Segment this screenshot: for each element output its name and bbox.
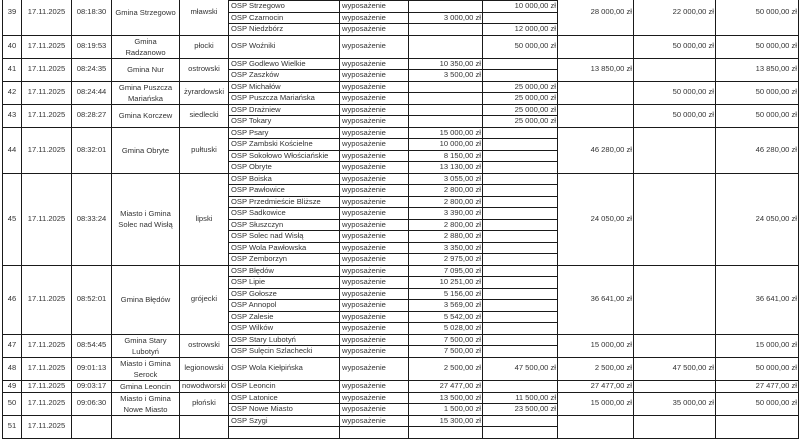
date-cell[interactable]: 17.11.2025: [22, 265, 72, 334]
dotacja-amount-cell[interactable]: [483, 70, 558, 82]
gmina-cell[interactable]: Gmina Radzanowo: [112, 35, 180, 58]
osp-cell[interactable]: OSP Zalesie: [229, 311, 340, 323]
osp-cell[interactable]: OSP Szygi: [229, 415, 340, 427]
gmina-cell[interactable]: Gmina Stary Lubotyń: [112, 334, 180, 357]
sum-dotacja-cell[interactable]: [634, 265, 716, 334]
lp-cell[interactable]: 48: [3, 357, 22, 380]
own-amount-cell[interactable]: 2 800,00 zł: [409, 219, 483, 231]
dotacja-amount-cell[interactable]: [483, 185, 558, 197]
osp-cell[interactable]: OSP Przedmieście Bliższe: [229, 196, 340, 208]
sum-own-cell[interactable]: 2 500,00 zł: [558, 357, 634, 380]
own-amount-cell[interactable]: 5 028,00 zł: [409, 323, 483, 335]
type-cell[interactable]: wyposażenie: [340, 150, 409, 162]
sum-own-cell[interactable]: 13 850,00 zł: [558, 58, 634, 81]
dotacja-amount-cell[interactable]: [483, 265, 558, 277]
powiat-cell[interactable]: legionowski: [180, 357, 229, 380]
total-cell[interactable]: 27 477,00 zł: [716, 380, 799, 392]
dotacja-amount-cell[interactable]: 25 000,00 zł: [483, 81, 558, 93]
sum-dotacja-cell[interactable]: [634, 127, 716, 173]
sum-dotacja-cell[interactable]: [634, 380, 716, 392]
total-cell[interactable]: 50 000,00 zł: [716, 81, 799, 104]
gmina-cell[interactable]: Gmina Strzegowo: [112, 0, 180, 35]
dotacja-amount-cell[interactable]: [483, 346, 558, 358]
date-cell[interactable]: 17.11.2025: [22, 81, 72, 104]
osp-cell[interactable]: OSP Boiska: [229, 173, 340, 185]
powiat-cell[interactable]: grójecki: [180, 265, 229, 334]
dotacja-amount-cell[interactable]: [483, 380, 558, 392]
sum-own-cell[interactable]: 15 000,00 zł: [558, 334, 634, 357]
dotacja-amount-cell[interactable]: [483, 127, 558, 139]
osp-cell[interactable]: OSP Solec nad Wisłą: [229, 231, 340, 243]
type-cell[interactable]: wyposażenie: [340, 334, 409, 346]
own-amount-cell[interactable]: 15 000,00 zł: [409, 127, 483, 139]
type-cell[interactable]: wyposażenie: [340, 254, 409, 266]
lp-cell[interactable]: 49: [3, 380, 22, 392]
osp-cell[interactable]: OSP Michałów: [229, 81, 340, 93]
lp-cell[interactable]: 51: [3, 415, 22, 438]
dotacja-amount-cell[interactable]: 23 500,00 zł: [483, 404, 558, 416]
date-cell[interactable]: 17.11.2025: [22, 173, 72, 265]
sum-own-cell[interactable]: 36 641,00 zł: [558, 265, 634, 334]
date-cell[interactable]: 17.11.2025: [22, 58, 72, 81]
powiat-cell[interactable]: mławski: [180, 0, 229, 35]
dotacja-amount-cell[interactable]: [483, 231, 558, 243]
type-cell[interactable]: wyposażenie: [340, 357, 409, 380]
type-cell[interactable]: wyposażenie: [340, 323, 409, 335]
gmina-cell[interactable]: Gmina Nur: [112, 58, 180, 81]
own-amount-cell[interactable]: [409, 427, 483, 439]
osp-cell[interactable]: OSP Nowe Miasto: [229, 404, 340, 416]
total-cell[interactable]: 50 000,00 zł: [716, 104, 799, 127]
table-row: [3, 104, 799, 116]
table-row: [3, 81, 799, 93]
own-amount-cell[interactable]: [409, 81, 483, 93]
osp-cell[interactable]: OSP Błędów: [229, 265, 340, 277]
type-cell[interactable]: wyposażenie: [340, 277, 409, 289]
table-row: [3, 127, 799, 139]
lp-cell[interactable]: 45: [3, 173, 22, 265]
sum-dotacja-cell[interactable]: 22 000,00 zł: [634, 0, 716, 35]
type-cell[interactable]: wyposażenie: [340, 196, 409, 208]
sum-own-cell[interactable]: 24 050,00 zł: [558, 173, 634, 265]
own-amount-cell[interactable]: 3 350,00 zł: [409, 242, 483, 254]
type-cell[interactable]: wyposażenie: [340, 185, 409, 197]
dotacja-amount-cell[interactable]: [483, 415, 558, 427]
own-amount-cell[interactable]: 7 500,00 zł: [409, 346, 483, 358]
type-cell[interactable]: wyposażenie: [340, 311, 409, 323]
gmina-cell[interactable]: Gmina Leoncin: [112, 380, 180, 392]
type-cell[interactable]: wyposażenie: [340, 208, 409, 220]
own-amount-cell[interactable]: [409, 104, 483, 116]
sum-dotacja-cell[interactable]: 50 000,00 zł: [634, 35, 716, 58]
osp-cell[interactable]: OSP Gołosze: [229, 288, 340, 300]
type-cell[interactable]: wyposażenie: [340, 265, 409, 277]
lp-cell[interactable]: 42: [3, 81, 22, 104]
dotacja-amount-cell[interactable]: 25 000,00 zł: [483, 104, 558, 116]
own-amount-cell[interactable]: 15 300,00 zł: [409, 415, 483, 427]
own-amount-cell[interactable]: 3 390,00 zł: [409, 208, 483, 220]
type-cell[interactable]: wyposażenie: [340, 139, 409, 151]
time-cell[interactable]: 08:18:30: [72, 0, 112, 35]
type-cell[interactable]: wyposażenie: [340, 415, 409, 427]
lp-cell[interactable]: 41: [3, 58, 22, 81]
osp-cell[interactable]: OSP Zambski Kościelne: [229, 139, 340, 151]
type-cell[interactable]: wyposażenie: [340, 231, 409, 243]
sum-dotacja-cell[interactable]: [634, 415, 716, 438]
type-cell[interactable]: wyposażenie: [340, 392, 409, 404]
own-amount-cell[interactable]: 3 000,00 zł: [409, 12, 483, 24]
osp-cell[interactable]: OSP Psary: [229, 127, 340, 139]
dotacja-amount-cell[interactable]: 11 500,00 zł: [483, 392, 558, 404]
own-amount-cell[interactable]: 10 350,00 zł: [409, 58, 483, 70]
dotacja-amount-cell[interactable]: [483, 150, 558, 162]
osp-cell[interactable]: OSP Lipie: [229, 277, 340, 289]
dotacja-amount-cell[interactable]: [483, 173, 558, 185]
time-cell[interactable]: 09:06:30: [72, 392, 112, 415]
date-cell[interactable]: 17.11.2025: [22, 104, 72, 127]
osp-cell[interactable]: OSP Wola Kiełpińska: [229, 357, 340, 380]
total-cell[interactable]: [716, 415, 799, 438]
total-cell[interactable]: 50 000,00 zł: [716, 0, 799, 35]
dotacja-amount-cell[interactable]: 50 000,00 zł: [483, 35, 558, 58]
lp-cell[interactable]: 47: [3, 334, 22, 357]
time-cell[interactable]: 08:32:01: [72, 127, 112, 173]
dotacja-amount-cell[interactable]: [483, 139, 558, 151]
own-amount-cell[interactable]: 10 000,00 zł: [409, 139, 483, 151]
lp-cell[interactable]: 40: [3, 35, 22, 58]
own-amount-cell[interactable]: 13 130,00 zł: [409, 162, 483, 174]
own-amount-cell[interactable]: 2 975,00 zł: [409, 254, 483, 266]
dotacja-amount-cell[interactable]: [483, 242, 558, 254]
time-cell[interactable]: 08:54:45: [72, 334, 112, 357]
type-cell[interactable]: wyposażenie: [340, 58, 409, 70]
time-cell[interactable]: 08:33:24: [72, 173, 112, 265]
own-amount-cell[interactable]: 5 542,00 zł: [409, 311, 483, 323]
dotacja-amount-cell[interactable]: [483, 277, 558, 289]
type-cell[interactable]: wyposażenie: [340, 173, 409, 185]
gmina-cell[interactable]: Gmina Korczew: [112, 104, 180, 127]
sum-dotacja-cell[interactable]: 35 000,00 zł: [634, 392, 716, 415]
type-cell[interactable]: wyposażenie: [340, 162, 409, 174]
time-cell[interactable]: 08:52:01: [72, 265, 112, 334]
date-cell[interactable]: 17.11.2025: [22, 357, 72, 380]
date-cell[interactable]: 17.11.2025: [22, 415, 72, 438]
sum-dotacja-cell[interactable]: 50 000,00 zł: [634, 81, 716, 104]
date-cell[interactable]: 17.11.2025: [22, 380, 72, 392]
dotacja-amount-cell[interactable]: 25 000,00 zł: [483, 93, 558, 105]
own-amount-cell[interactable]: 2 500,00 zł: [409, 357, 483, 380]
total-cell[interactable]: 50 000,00 zł: [716, 357, 799, 380]
own-amount-cell[interactable]: 3 500,00 zł: [409, 70, 483, 82]
gmina-cell[interactable]: Miasto i Gmina Nowe Miasto: [112, 392, 180, 415]
type-cell[interactable]: wyposażenie: [340, 242, 409, 254]
dotacja-amount-cell[interactable]: 25 000,00 zł: [483, 116, 558, 128]
osp-cell[interactable]: OSP Leoncin: [229, 380, 340, 392]
osp-cell[interactable]: OSP Puszcza Mariańska: [229, 93, 340, 105]
total-cell[interactable]: 50 000,00 zł: [716, 35, 799, 58]
own-amount-cell[interactable]: 7 095,00 zł: [409, 265, 483, 277]
powiat-cell[interactable]: żyrardowski: [180, 81, 229, 104]
gmina-cell[interactable]: Gmina Puszcza Mariańska: [112, 81, 180, 104]
osp-cell[interactable]: OSP Czarnocin: [229, 12, 340, 24]
sum-own-cell[interactable]: [558, 104, 634, 127]
osp-cell[interactable]: OSP Wola Pawłowska: [229, 242, 340, 254]
date-cell[interactable]: 17.11.2025: [22, 127, 72, 173]
time-cell[interactable]: [72, 415, 112, 438]
sum-own-cell[interactable]: 27 477,00 zł: [558, 380, 634, 392]
dotacja-amount-cell[interactable]: 10 000,00 zł: [483, 1, 558, 13]
gmina-cell[interactable]: [112, 415, 180, 438]
own-amount-cell[interactable]: 2 800,00 zł: [409, 196, 483, 208]
table-row: [3, 392, 799, 404]
osp-cell[interactable]: OSP Drażniew: [229, 104, 340, 116]
date-cell[interactable]: 17.11.2025: [22, 35, 72, 58]
table-row: [3, 334, 799, 346]
own-amount-cell[interactable]: 2 880,00 zł: [409, 231, 483, 243]
type-cell[interactable]: [340, 427, 409, 439]
dotacja-amount-cell[interactable]: [483, 254, 558, 266]
powiat-cell[interactable]: [180, 415, 229, 438]
lp-cell[interactable]: 50: [3, 392, 22, 415]
dotacja-amount-cell[interactable]: [483, 162, 558, 174]
osp-cell[interactable]: OSP Słuszczyn: [229, 219, 340, 231]
time-cell[interactable]: 08:28:27: [72, 104, 112, 127]
total-cell[interactable]: 46 280,00 zł: [716, 127, 799, 173]
own-amount-cell[interactable]: [409, 1, 483, 13]
table-row: [3, 415, 799, 427]
sum-own-cell[interactable]: 46 280,00 zł: [558, 127, 634, 173]
dotacja-amount-cell[interactable]: [483, 12, 558, 24]
type-cell[interactable]: wyposażenie: [340, 70, 409, 82]
sum-dotacja-cell[interactable]: [634, 334, 716, 357]
osp-cell[interactable]: OSP Sadkowice: [229, 208, 340, 220]
lp-cell[interactable]: 44: [3, 127, 22, 173]
type-cell[interactable]: wyposażenie: [340, 35, 409, 58]
dotacja-amount-cell[interactable]: [483, 58, 558, 70]
powiat-cell[interactable]: płocki: [180, 35, 229, 58]
osp-cell[interactable]: OSP Godlewo Wielkie: [229, 58, 340, 70]
type-cell[interactable]: wyposażenie: [340, 380, 409, 392]
total-cell[interactable]: 50 000,00 zł: [716, 392, 799, 415]
own-amount-cell[interactable]: 10 251,00 zł: [409, 277, 483, 289]
time-cell[interactable]: 08:24:35: [72, 58, 112, 81]
own-amount-cell[interactable]: 3 055,00 zł: [409, 173, 483, 185]
dotacja-amount-cell[interactable]: [483, 323, 558, 335]
osp-cell[interactable]: OSP Zaszków: [229, 70, 340, 82]
osp-cell[interactable]: OSP Niedzbórz: [229, 24, 340, 36]
osp-cell[interactable]: OSP Stary Lubotyń: [229, 334, 340, 346]
sum-own-cell[interactable]: 15 000,00 zł: [558, 392, 634, 415]
table-body: [3, 0, 799, 438]
total-cell[interactable]: 13 850,00 zł: [716, 58, 799, 81]
table-row: [3, 265, 799, 277]
date-cell[interactable]: 17.11.2025: [22, 0, 72, 35]
type-cell[interactable]: wyposażenie: [340, 404, 409, 416]
dotacja-amount-cell[interactable]: [483, 208, 558, 220]
type-cell[interactable]: wyposażenie: [340, 116, 409, 128]
time-cell[interactable]: 09:03:17: [72, 380, 112, 392]
type-cell[interactable]: wyposażenie: [340, 24, 409, 36]
osp-cell[interactable]: OSP Obryte: [229, 162, 340, 174]
own-amount-cell[interactable]: 13 500,00 zł: [409, 392, 483, 404]
gmina-cell[interactable]: Gmina Obryte: [112, 127, 180, 173]
type-cell[interactable]: wyposażenie: [340, 300, 409, 312]
total-cell[interactable]: 24 050,00 zł: [716, 173, 799, 265]
powiat-cell[interactable]: siedlecki: [180, 104, 229, 127]
osp-cell[interactable]: OSP Zemborzyn: [229, 254, 340, 266]
own-amount-cell[interactable]: [409, 24, 483, 36]
powiat-cell[interactable]: płoński: [180, 392, 229, 415]
sum-dotacja-cell[interactable]: 47 500,00 zł: [634, 357, 716, 380]
powiat-cell[interactable]: nowodworski: [180, 380, 229, 392]
own-amount-cell[interactable]: [409, 35, 483, 58]
time-cell[interactable]: 08:24:44: [72, 81, 112, 104]
osp-cell[interactable]: OSP Latonice: [229, 392, 340, 404]
dotacja-amount-cell[interactable]: 47 500,00 zł: [483, 357, 558, 380]
powiat-cell[interactable]: lipski: [180, 173, 229, 265]
own-amount-cell[interactable]: 1 500,00 zł: [409, 404, 483, 416]
gmina-cell[interactable]: Gmina Błędów: [112, 265, 180, 334]
table-row: [3, 58, 799, 70]
osp-cell[interactable]: OSP Sulęcin Szlachecki: [229, 346, 340, 358]
sum-own-cell[interactable]: [558, 81, 634, 104]
osp-cell[interactable]: OSP Sokołowo Włościańskie: [229, 150, 340, 162]
type-cell[interactable]: wyposażenie: [340, 81, 409, 93]
dotacja-amount-cell[interactable]: [483, 311, 558, 323]
type-cell[interactable]: wyposażenie: [340, 127, 409, 139]
dotacja-amount-cell[interactable]: 12 000,00 zł: [483, 24, 558, 36]
osp-cell[interactable]: OSP Woźniki: [229, 35, 340, 58]
own-amount-cell[interactable]: 2 800,00 zł: [409, 185, 483, 197]
own-amount-cell[interactable]: 8 150,00 zł: [409, 150, 483, 162]
date-cell[interactable]: 17.11.2025: [22, 334, 72, 357]
own-amount-cell[interactable]: 7 500,00 zł: [409, 334, 483, 346]
type-cell[interactable]: wyposażenie: [340, 219, 409, 231]
osp-cell[interactable]: OSP Wilków: [229, 323, 340, 335]
sum-own-cell[interactable]: 28 000,00 zł: [558, 0, 634, 35]
osp-cell[interactable]: OSP Pawłowice: [229, 185, 340, 197]
powiat-cell[interactable]: ostrowski: [180, 334, 229, 357]
date-cell[interactable]: 17.11.2025: [22, 392, 72, 415]
sum-own-cell[interactable]: [558, 35, 634, 58]
dotacja-amount-cell[interactable]: [483, 427, 558, 439]
gmina-cell[interactable]: Miasto i Gmina Solec nad Wisłą: [112, 173, 180, 265]
dotacja-amount-cell[interactable]: [483, 196, 558, 208]
own-amount-cell[interactable]: [409, 93, 483, 105]
type-cell[interactable]: wyposażenie: [340, 346, 409, 358]
table-row: [3, 173, 799, 185]
type-cell[interactable]: wyposażenie: [340, 1, 409, 13]
own-amount-cell[interactable]: 3 569,00 zł: [409, 300, 483, 312]
type-cell[interactable]: wyposażenie: [340, 104, 409, 116]
lp-cell[interactable]: 46: [3, 265, 22, 334]
gmina-cell[interactable]: Miasto i Gmina Serock: [112, 357, 180, 380]
osp-cell[interactable]: [229, 427, 340, 439]
own-amount-cell[interactable]: 27 477,00 zł: [409, 380, 483, 392]
osp-cell[interactable]: OSP Tokary: [229, 116, 340, 128]
own-amount-cell[interactable]: 5 156,00 zł: [409, 288, 483, 300]
grant-table: [2, 0, 799, 439]
time-cell[interactable]: 09:01:13: [72, 357, 112, 380]
total-cell[interactable]: 36 641,00 zł: [716, 265, 799, 334]
lp-cell[interactable]: 39: [3, 0, 22, 35]
powiat-cell[interactable]: pułtuski: [180, 127, 229, 173]
sum-dotacja-cell[interactable]: 50 000,00 zł: [634, 104, 716, 127]
time-cell[interactable]: 08:19:53: [72, 35, 112, 58]
sum-own-cell[interactable]: [558, 415, 634, 438]
lp-cell[interactable]: 43: [3, 104, 22, 127]
total-cell[interactable]: 15 000,00 zł: [716, 334, 799, 357]
sum-dotacja-cell[interactable]: [634, 58, 716, 81]
dotacja-amount-cell[interactable]: [483, 300, 558, 312]
type-cell[interactable]: wyposażenie: [340, 12, 409, 24]
osp-cell[interactable]: OSP Strzegowo: [229, 1, 340, 13]
osp-cell[interactable]: OSP Annopol: [229, 300, 340, 312]
dotacja-amount-cell[interactable]: [483, 334, 558, 346]
dotacja-amount-cell[interactable]: [483, 219, 558, 231]
type-cell[interactable]: wyposażenie: [340, 288, 409, 300]
sum-dotacja-cell[interactable]: [634, 173, 716, 265]
own-amount-cell[interactable]: [409, 116, 483, 128]
dotacja-amount-cell[interactable]: [483, 288, 558, 300]
type-cell[interactable]: wyposażenie: [340, 93, 409, 105]
powiat-cell[interactable]: ostrowski: [180, 58, 229, 81]
